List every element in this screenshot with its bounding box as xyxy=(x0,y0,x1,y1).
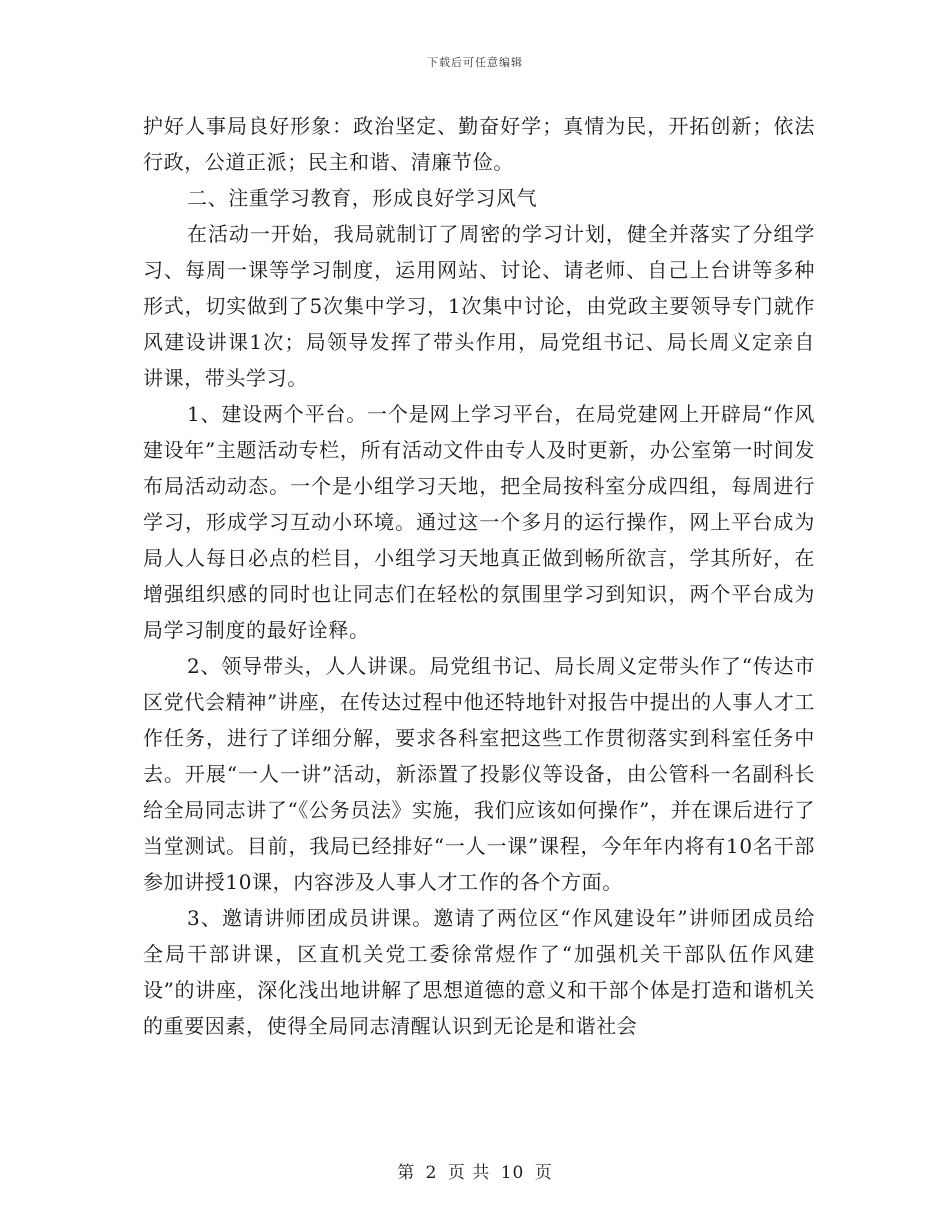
footer-suffix: 页 xyxy=(534,1163,553,1183)
total-pages-number: 10 xyxy=(500,1163,525,1183)
paragraph-platforms: 1、建设两个平台。一个是网上学习平台，在局党建网上开辟局“作风建设年”主题活动专栏，所有活动文件由专人及时更新，办公室第一时间发布局活动动态。一个是小组学习天地，把全局按科室分成四组，每周进行学习，形成学习互动小环境。通过这一个多月的运行操作，网上平台成为局人人每日必点的栏目，小组学习天地真正做到畅所欲言，学其所好，在增强组织感的同时也让同志们在轻松的氛围里学习到知识，两个平台成为局学习制度的最好诠释。 xyxy=(143,402,815,642)
page-header: 下载后可任意编辑 xyxy=(427,56,523,69)
paragraph-lecturers: 3、邀请讲师团成员讲课。邀请了两位区“作风建设年”讲师团成员给全局干部讲课，区直机关党工委徐常煜作了“加强机关干部队伍作风建设”的讲座，深化浅出地讲解了思想道德的意义和干部个体是打造和谐机关的重要因素，使得全局同志清醒认识到无论是和谐社会 xyxy=(143,906,815,1038)
paragraph-intro: 护好人事局良好形象：政治坚定、勤奋好学；真情为民，开拓创新；依法行政，公道正派；民主和谐、清廉节俭。 xyxy=(143,114,815,174)
current-page-number: 2 xyxy=(425,1163,438,1183)
paragraph-study-plan: 在活动一开始，我局就制订了周密的学习计划，健全并落实了分组学习、每周一课等学习制度，运用网站、讨论、请老师、自己上台讲等多种形式，切实做到了5次集中学习，1次集中讨论，由党政主要领导专门就作风建设讲课1次；局领导发挥了带头作用，局党组书记、局长周义定亲自讲课，带头学习。 xyxy=(143,222,815,390)
footer-middle: 页 共 xyxy=(447,1163,491,1183)
section-heading: 二、注重学习教育，形成良好学习风气 xyxy=(187,186,538,210)
document-body xyxy=(143,108,815,1044)
page-footer xyxy=(0,1158,950,1183)
paragraph-leadership: 2、领导带头，人人讲课。局党组书记、局长周义定带头作了“传达市区党代会精神”讲座，在传达过程中他还特地针对报告中提出的人事人才工作任务，进行了详细分解，要求各科室把这些工作贯彻落实到科室任务中去。开展“一人一讲”活动，新添置了投影仪等设备，由公管科一名副科长给全局同志讲了“《公务员法》实施，我们应该如何操作”，并在课后进行了当堂测试。目前，我局已经排好“一人一课”课程，今年年内将有10名干部参加讲授10课，内容涉及人事人才工作的各个方面。 xyxy=(143,654,815,894)
footer-prefix: 第 xyxy=(397,1163,416,1183)
